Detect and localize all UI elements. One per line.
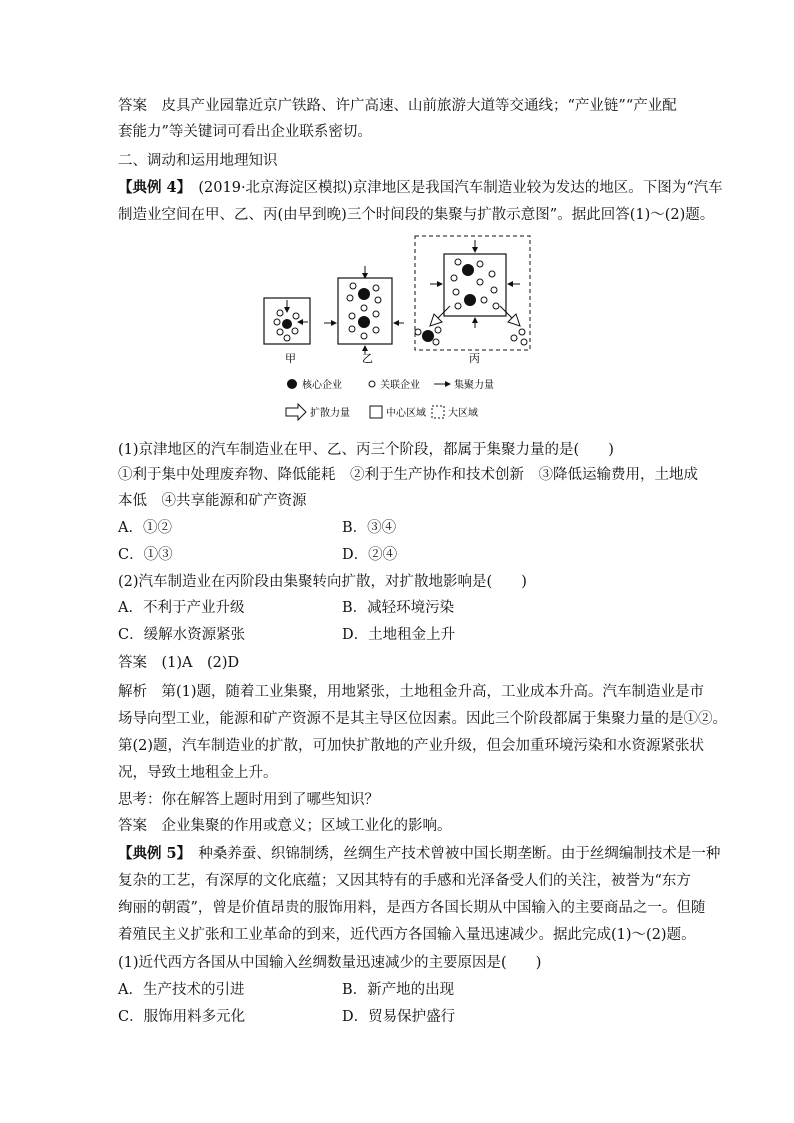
example4-text: (2019·北京海淀区模拟)京津地区是我国汽车制造业较为发达的地区。下图为“汽车 xyxy=(183,180,723,196)
think-question: 思考：你在解答上题时用到了哪些知识？ xyxy=(118,792,379,808)
legend-diff: 扩散力量 xyxy=(310,408,350,419)
legend-core-marker xyxy=(287,379,297,389)
stage-bing-label: 丙 xyxy=(469,352,480,365)
answer-line-1: 答案 皮具产业园靠近京广铁路、许广高速、山前旅游大道等交通线；“产业链”“产业配 xyxy=(118,98,677,114)
example5-line-4: 着殖民主义扩张和工业革命的到来，近代西方各国输入量迅速减少。据此完成(1)～(2)题。 xyxy=(118,927,696,943)
analysis-line-2: 场导向型工业，能源和矿产资源不是其主导区位因素。因此三个阶段都属于集聚力量的是①②。 xyxy=(118,711,727,727)
legend-related-marker xyxy=(369,381,375,387)
aggregation-diffusion-diagram xyxy=(258,234,538,428)
stage-bing-box xyxy=(415,236,530,350)
q1-option-c: C．①③ xyxy=(118,547,173,563)
legend-related: 关联企业 xyxy=(380,380,420,391)
legend-diff-marker xyxy=(286,404,306,420)
question-1-items-b: 本低 ④共享能源和矿产资源 xyxy=(118,493,307,509)
q1-option-d: D．②④ xyxy=(342,547,398,563)
q2-option-c: C．缓解水资源紧张 xyxy=(118,627,246,643)
question-1-items-a: ①利于集中处理废弃物、降低能耗 ②利于生产协作和技术创新 ③降低运输费用，土地成 xyxy=(118,467,698,483)
legend-core: 核心企业 xyxy=(302,380,342,391)
legend-big-marker xyxy=(432,406,444,418)
example5-text: 种桑养蚕、织锦制绣，丝绸生产技术曾被中国长期垄断。由于丝绸编制技术是一种 xyxy=(183,846,721,862)
q2-option-a: A．不利于产业升级 xyxy=(118,600,245,616)
legend-center-marker xyxy=(370,406,382,418)
example4-line-2: 制造业空间在甲、乙、丙(由早到晚)三个时间段的集聚与扩散示意图”。据此回答(1)～(2)题。 xyxy=(118,207,715,223)
stage-jia-box xyxy=(264,298,310,344)
analysis-line-3: 第(2)题，汽车制造业的扩散，可加快扩散地的产业升级，但会加重环境污染和水资源紧张状 xyxy=(118,738,705,754)
legend-agg: 集聚力量 xyxy=(454,380,494,391)
q2-option-b: B．减轻环境污染 xyxy=(342,600,455,616)
q1-option-b: B．③④ xyxy=(342,520,397,536)
section-heading: 二、调动和运用地理知识 xyxy=(118,153,278,169)
legend-big: 大区域 xyxy=(448,408,478,419)
think-answer: 答案 企业集聚的作用或意义；区域工业化的影响。 xyxy=(118,818,452,834)
stage-yi-box xyxy=(324,266,404,354)
example5-line-1 xyxy=(118,844,720,864)
example4-line-1 xyxy=(118,178,723,198)
q1-option-a: A．①② xyxy=(118,520,172,536)
stage-yi-label: 乙 xyxy=(362,352,373,365)
q3-option-a: A．生产技术的引进 xyxy=(118,982,245,998)
question-3: (1)近代西方各国从中国输入丝绸数量迅速减少的主要原因是( ) xyxy=(118,955,542,971)
example5-line-3: 绚丽的朝霞”，曾是价值昂贵的服饰用料，是西方各国长期从中国输入的主要商品之一。但随 xyxy=(118,900,706,916)
legend-center: 中心区域 xyxy=(386,408,426,419)
example5-tag: 【典例 5】 xyxy=(118,845,184,862)
question-2: (2)汽车制造业在丙阶段由集聚转向扩散，对扩散地影响是( ) xyxy=(118,574,527,590)
analysis-line-4: 况，导致土地租金上升。 xyxy=(118,765,278,781)
q3-option-d: D．贸易保护盛行 xyxy=(342,1009,456,1025)
example4-tag: 【典例 4】 xyxy=(118,179,184,196)
analysis-line-1: 解析 第(1)题，随着工业集聚，用地紧张，土地租金升高，工业成本升高。汽车制造业是市 xyxy=(118,684,705,700)
answer-q4: 答案 (1)A (2)D xyxy=(118,655,240,671)
stage-jia-label: 甲 xyxy=(285,352,296,365)
question-1: (1)京津地区的汽车制造业在甲、乙、丙三个阶段，都属于集聚力量的是( ) xyxy=(118,442,614,458)
q3-option-b: B．新产地的出现 xyxy=(342,982,455,998)
example5-line-2: 复杂的工艺，有深厚的文化底蕴；又因其特有的手感和光泽备受人们的关注，被誉为“东方 xyxy=(118,873,691,889)
q2-option-d: D．土地租金上升 xyxy=(342,627,456,643)
q3-option-c: C．服饰用料多元化 xyxy=(118,1009,246,1025)
answer-line-2: 套能力”等关键词可看出企业联系密切。 xyxy=(118,124,372,140)
